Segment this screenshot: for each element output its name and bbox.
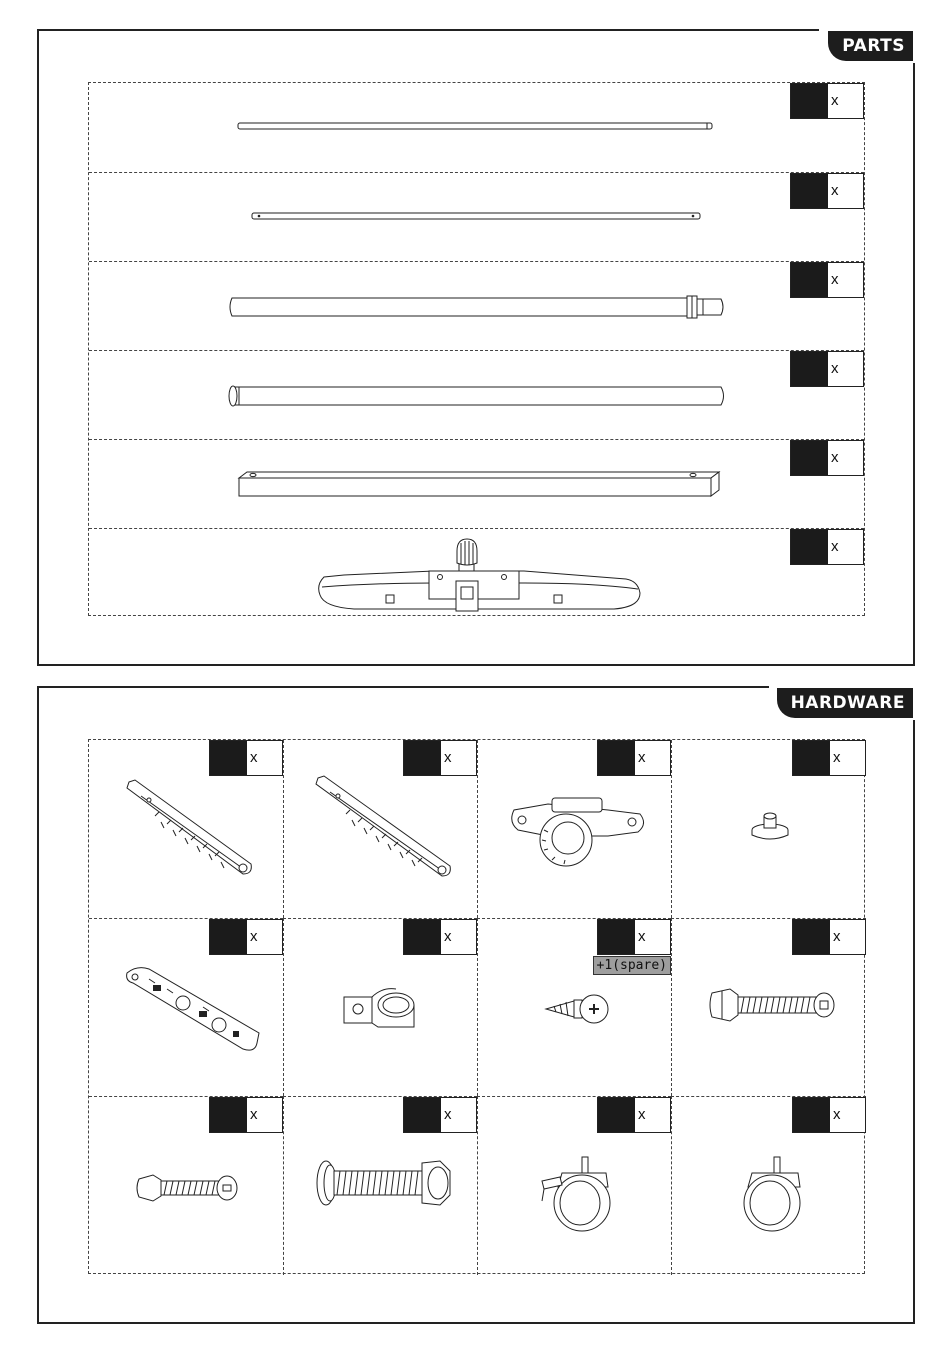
leveling-bolt-illustration (314, 1157, 454, 1209)
quantity-box (209, 740, 283, 776)
quantity-box (792, 1097, 866, 1133)
quantity-value-box (791, 530, 828, 564)
quantity-box (597, 919, 671, 955)
quantity-value-box (598, 920, 635, 954)
quantity-label: x (638, 928, 646, 945)
quantity-value-box (791, 352, 828, 386)
quantity-box (403, 1097, 477, 1133)
quantity-box (597, 1097, 671, 1133)
parts-grid (88, 82, 865, 616)
hardware-grid (88, 739, 865, 1274)
quantity-box (403, 919, 477, 955)
end-cap-illustration (748, 810, 792, 844)
quantity-label: x (833, 928, 841, 945)
spare-note: +1(spare) (593, 956, 671, 975)
parts-title: PARTS (828, 31, 913, 61)
quantity-label: x (250, 928, 258, 945)
hardware-cell (671, 740, 866, 918)
hardware-cell (89, 1096, 283, 1275)
bolt-with-nut-illustration (708, 985, 838, 1025)
tube-with-connector-illustration (227, 293, 727, 321)
quantity-value-box (793, 920, 830, 954)
hardware-cell (477, 1096, 671, 1275)
quantity-box (209, 1097, 283, 1133)
quantity-value-box (210, 741, 247, 775)
thin-rod-short-illustration (251, 211, 703, 223)
quantity-box (792, 919, 866, 955)
short-bolt-illustration (135, 1171, 245, 1205)
quantity-value-box (793, 741, 830, 775)
tube-clamp-illustration (342, 983, 418, 1033)
quantity-box (403, 740, 477, 776)
quantity-box (790, 262, 864, 298)
quantity-label: x (833, 1106, 841, 1123)
hardware-title: HARDWARE (777, 688, 913, 718)
base-foot-illustration (314, 537, 644, 617)
parts-tab (819, 29, 915, 63)
hardware-cell (283, 918, 477, 1096)
thin-rod-long-illustration (237, 121, 717, 133)
quantity-box (790, 173, 864, 209)
quantity-box (209, 919, 283, 955)
knob-clamp-illustration (508, 792, 648, 872)
hardware-cell (671, 918, 866, 1096)
quantity-value-box (404, 920, 441, 954)
quantity-value-box (210, 920, 247, 954)
quantity-value-box (598, 741, 635, 775)
quantity-box (790, 440, 864, 476)
locking-caster-illustration (538, 1151, 618, 1235)
square-bar-illustration (237, 468, 722, 500)
wood-screw-illustration (544, 989, 614, 1029)
quantity-label: x (831, 538, 839, 555)
mounting-plate-illustration (123, 967, 263, 1057)
quantity-label: x (831, 182, 839, 199)
hardware-cell (89, 740, 283, 918)
quantity-value-box (210, 1098, 247, 1132)
parts-row (89, 439, 864, 529)
hardware-cell (671, 1096, 866, 1275)
quantity-value-box (791, 174, 828, 208)
quantity-value-box (793, 1098, 830, 1132)
parts-row (89, 350, 864, 440)
quantity-label: x (444, 1106, 452, 1123)
caster-illustration (736, 1151, 806, 1235)
quantity-label: x (831, 92, 839, 109)
hardware-cell (89, 918, 283, 1096)
hardware-tab (769, 686, 915, 720)
quantity-value-box (791, 263, 828, 297)
hardware-cell (283, 1096, 477, 1275)
hardware-cell (283, 740, 477, 918)
quantity-label: x (831, 360, 839, 377)
quantity-box (597, 740, 671, 776)
quantity-value-box (791, 441, 828, 475)
quantity-label: x (638, 1106, 646, 1123)
quantity-label: x (833, 749, 841, 766)
quantity-box (790, 529, 864, 565)
parts-row (89, 261, 864, 351)
quantity-label: x (831, 449, 839, 466)
quantity-label: x (250, 1106, 258, 1123)
hardware-cell (477, 740, 671, 918)
hardware-cell (477, 918, 671, 1096)
parts-row (89, 172, 864, 262)
quantity-box (792, 740, 866, 776)
quantity-value-box (598, 1098, 635, 1132)
quantity-label: x (831, 271, 839, 288)
tube-plain-illustration (227, 382, 727, 410)
quantity-value-box (404, 741, 441, 775)
quantity-box (790, 83, 864, 119)
hardware-panel (37, 686, 915, 1324)
quantity-label: x (638, 749, 646, 766)
parts-row (89, 83, 864, 172)
quantity-label: x (444, 749, 452, 766)
slotted-bracket-illustration (125, 778, 255, 878)
slotted-bracket-illustration (314, 774, 454, 880)
quantity-label: x (250, 749, 258, 766)
parts-panel (37, 29, 915, 666)
quantity-value-box (791, 84, 828, 118)
quantity-label: x (444, 928, 452, 945)
parts-row (89, 528, 864, 617)
quantity-box (790, 351, 864, 387)
quantity-value-box (404, 1098, 441, 1132)
